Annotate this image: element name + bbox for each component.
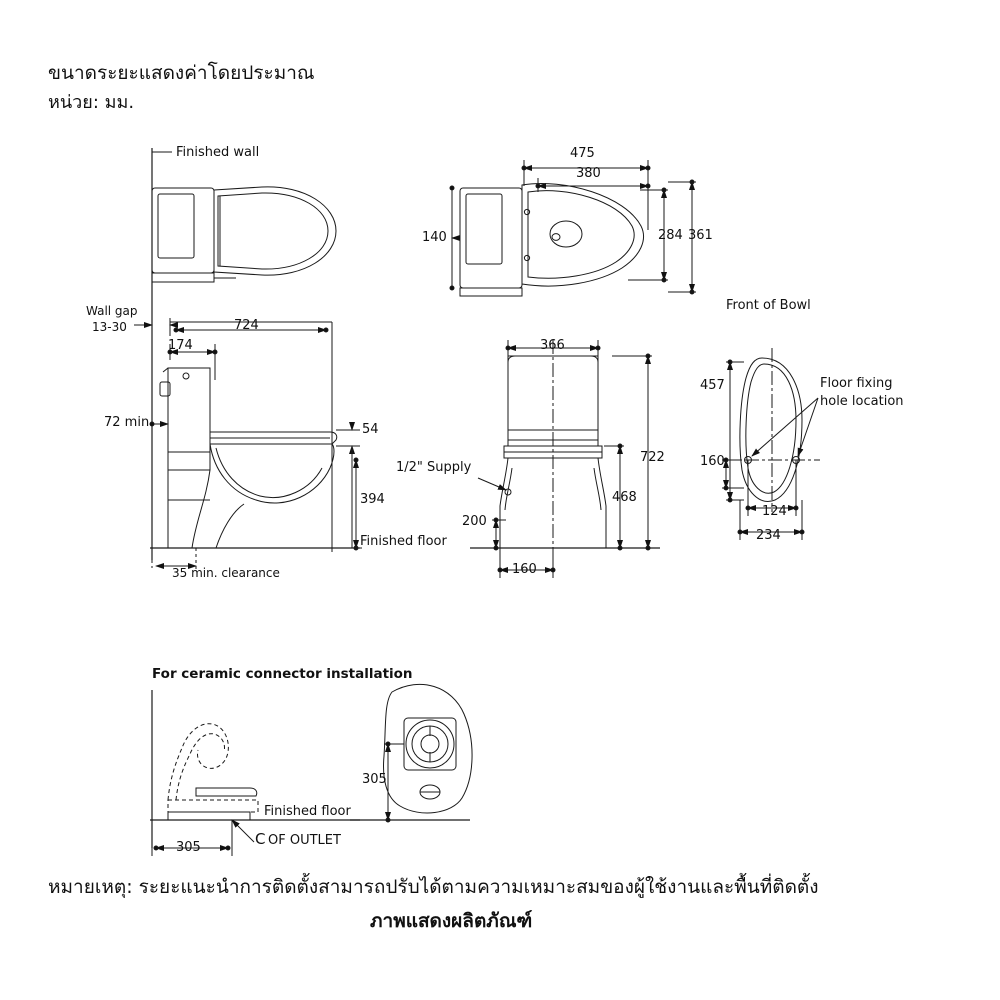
dim-140: 140 [422,230,447,245]
label-finished-wall: Finished wall [176,145,260,160]
label-wall-gap-value: 13-30 [92,320,127,334]
label-floor-fixing-2: hole location [820,394,904,409]
label-wall-gap: Wall gap [86,304,138,318]
dim-160-front: 160 [512,562,537,577]
dim-284: 284 [658,228,683,243]
dim-475: 475 [570,146,595,161]
dim-468: 468 [612,490,637,505]
header-line-2: หน่วย: มม. [48,92,135,113]
header-line-1: ขนาดระยะแสดงค่าโดยประมาณ [48,62,315,84]
label-finished-floor-1: Finished floor [360,534,447,549]
label-72-min: 72 min. [104,415,154,430]
dim-54: 54 [362,422,379,437]
dim-722: 722 [640,450,665,465]
dim-124: 124 [762,504,787,519]
dim-234: 234 [756,528,781,543]
dim-361: 361 [688,228,713,243]
dim-457: 457 [700,378,725,393]
dim-174: 174 [168,338,193,353]
dim-394: 394 [360,492,385,507]
footer-caption: ภาพแสดงผลิตภัณฑ์ [370,910,533,932]
label-ceramic-connector: For ceramic connector installation [152,666,413,682]
label-finished-floor-2: Finished floor [264,804,351,819]
label-35-min-clearance: 35 min. clearance [172,566,280,580]
dim-724: 724 [234,318,259,333]
label-supply: 1/2" Supply [396,460,472,475]
dim-380: 380 [576,166,601,181]
dim-366: 366 [540,338,565,353]
c-of-outlet-symbol: C [255,830,266,848]
dim-160-bowl: 160 [700,454,725,469]
dim-305-horizontal: 305 [176,840,201,855]
dim-305-vertical: 305 [362,772,387,787]
label-floor-fixing-1: Floor fixing [820,376,893,391]
label-c-of-outlet: OF OUTLET [268,833,341,848]
footer-note: หมายเหตุ: ระยะแนะนำการติดตั้งสามารถปรับได้ตามความเหมาะสมของผู้ใช้งานและพื้นที่ติดตั้ง [48,876,819,898]
label-front-of-bowl: Front of Bowl [726,298,811,313]
dim-200: 200 [462,514,487,529]
